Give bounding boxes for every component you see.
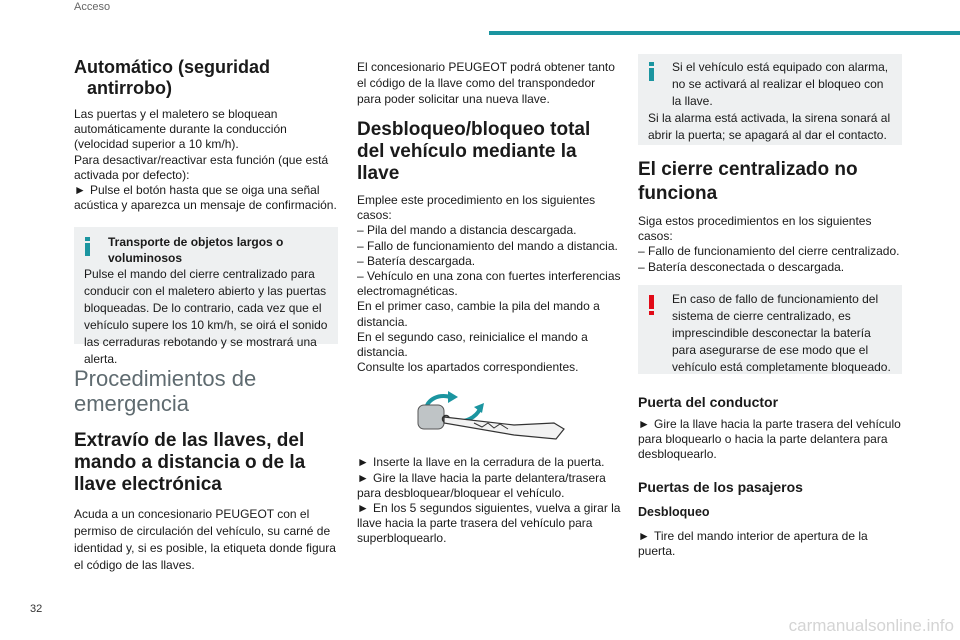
header-section-label: Acceso xyxy=(74,1,111,13)
step-3 xyxy=(357,501,621,547)
consult: Consulte los apartados correspondientes. xyxy=(357,360,579,375)
key-rotation-illustration xyxy=(404,383,574,447)
arrow-icon: ► xyxy=(638,528,650,543)
heading-automatic: Automático (seguridad antirrobo) xyxy=(74,57,271,98)
arrow-icon: ► xyxy=(74,183,86,198)
arrow-icon: ► xyxy=(357,455,369,470)
heading-unlock-sub: Desbloqueo xyxy=(638,505,710,520)
header-accent-bar xyxy=(489,31,960,35)
fail-intro: Siga estos procedimientos en los siguientes casos: xyxy=(638,214,872,244)
watermark: carmanualsonline.info xyxy=(788,616,954,635)
case-2: – Fallo de funcionamiento del mando a distancia. xyxy=(357,238,618,253)
alarm-note-text: Si el vehículo está equipado con alarma, no se activará al realizar el bloqueo con la llave. xyxy=(672,60,889,108)
auto-paragraph-1: Las puertas y el maletero se bloquean automáticamente durante la conducción (velocidad superior a 10 km/h). xyxy=(74,107,287,152)
info-icon xyxy=(649,62,655,81)
passenger-step-text: Tire del mando interior de apertura de la puerta. xyxy=(638,528,868,558)
info-icon xyxy=(85,237,91,256)
dealer-paragraph: El concesionario PEUGEOT podrá obtener tanto el código de la llave como del transpondedor para poder solicitar una nueva llave. xyxy=(357,60,615,106)
second-case: En el segundo caso, reinicialice el mando a distancia. xyxy=(357,329,588,360)
unlock-intro: Emplee este procedimiento en los siguientes casos: xyxy=(357,193,596,223)
heading-driver-door: Puerta del conductor xyxy=(638,393,779,410)
heading-emergency: Procedimientos de emergencia xyxy=(74,366,257,417)
case-4: – Vehículo en una zona con fuertes interferencias electromagnéticas. xyxy=(357,269,621,299)
auto-paragraph-2: Para desactivar/reactivar esta función (que está activada por defecto): xyxy=(74,152,329,182)
step-1-text: Inserte la llave en la cerradura de la puerta. xyxy=(373,455,605,470)
first-case: En el primer caso, cambie la pila del mando a distancia. xyxy=(357,299,600,329)
step-1 xyxy=(357,455,621,470)
warning-note-text: En caso de fallo de funcionamiento del sistema de cierre centralizado, es imprescindible desconectar la batería para asegurarse de ese modo que el vehículo está completamente bloqueado. xyxy=(672,291,891,374)
warning-icon xyxy=(649,295,655,314)
auto-step xyxy=(74,183,338,213)
warning-note-battery xyxy=(638,285,902,374)
step-3-text: En los 5 segundos siguientes, vuelva a girar la llave hacia la parte trasera del vehículo para superbloquearlo. xyxy=(357,501,621,546)
step-2 xyxy=(357,471,621,501)
case-1: – Pila del mando a distancia descargada. xyxy=(357,223,577,238)
note-text: Pulse el mando del cierre centralizado para conducir con el maletero abierto y las puertas bloqueadas. De lo contrario, cada vez que el vehículo supere los 10 km/h, se oirá el sonido las cerraduras rebotando y se mostrará una alerta. xyxy=(84,266,328,366)
arrow-icon: ► xyxy=(357,501,369,516)
lost-paragraph: Acuda a un concesionario PEUGEOT con el permiso de circulación del vehículo, su carné de identidad y, si es posible, la etiqueta donde figura el código de las llaves. xyxy=(74,507,336,573)
column-1 xyxy=(74,57,338,574)
heading-unlock-lock: Desbloqueo/bloqueo total del vehículo mediante la llave xyxy=(357,119,591,184)
arrow-icon: ► xyxy=(357,470,369,485)
heading-passenger-doors: Puertas de los pasajeros xyxy=(638,479,803,496)
passenger-step xyxy=(638,529,902,559)
step-2-text: Gire la llave hacia la parte delantera/trasera para desbloquear/bloquear el vehículo. xyxy=(357,470,606,500)
note-title: Transporte de objetos largos o voluminosos xyxy=(108,235,284,265)
info-note-long-objects xyxy=(74,227,338,366)
auto-step-text: Pulse el botón hasta que se oiga una señal acústica y aparezca un mensaje de confirmación. xyxy=(74,183,337,213)
info-note-alarm xyxy=(638,54,902,145)
column-3 xyxy=(638,54,902,559)
fail-case-2: – Batería desconectada o descargada. xyxy=(638,259,845,274)
heading-lost-keys: Extravío de las llaves, del mando a distancia o de la llave electrónica xyxy=(74,430,306,496)
alarm-note-text-2: Si la alarma está activada, la sirena sonará al abrir la puerta; se apagará al dar el contacto. xyxy=(648,111,891,142)
arrow-icon: ► xyxy=(638,416,650,431)
driver-step-text: Gire la llave hacia la parte trasera del vehículo para bloquearlo o hacia la parte delantera para desbloquearlo. xyxy=(638,416,901,462)
case-3: – Batería descargada. xyxy=(357,253,476,268)
fail-case-1: – Fallo de funcionamiento del cierre centralizado. xyxy=(638,244,900,259)
heading-central-lock-fail: El cierre centralizado no funciona xyxy=(638,159,858,204)
driver-step xyxy=(638,417,902,463)
column-2 xyxy=(357,59,621,547)
page-number: 32 xyxy=(30,603,43,615)
